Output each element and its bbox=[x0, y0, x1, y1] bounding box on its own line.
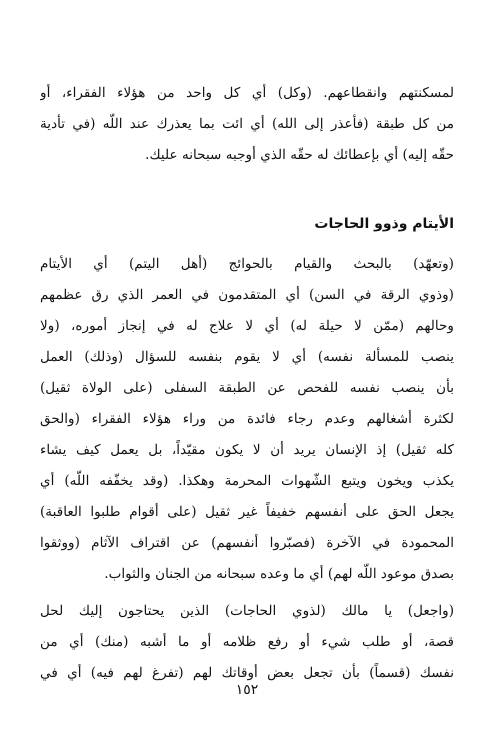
text-line: بأن ينصب نفسه للفحص عن الطبقة السفلى (على الولاة ثقيل) bbox=[40, 380, 454, 396]
text-line: وحالهم (ممّن لا حيلة له) أي لا علاج له في إنجاز أموره، (ولا bbox=[40, 318, 454, 334]
text-line: لكثرة أشغالهم وعدم رجاء فائدة من وراء هؤلاء الفقراء (والحق bbox=[40, 411, 454, 427]
text-line: لمسكنتهم وانقطاعهم. (وكل) أي كل واحد من هؤلاء الفقراء، أو bbox=[40, 85, 454, 101]
text-line: (وتعهّد) بالبحث والقيام بالحوائج (أهل اليتم) أي الأيتام bbox=[40, 256, 454, 272]
text-line: المحمودة في الآخرة (فصبّروا أنفسهم) عن اقتراف الآثام (ووثقوا bbox=[40, 535, 454, 551]
text-line: بصدق موعود اللّه لهم) أي ما وعده سبحانه من الجنان والثواب. bbox=[104, 566, 454, 582]
paragraph-1 bbox=[40, 78, 454, 171]
text-line: من كل طبقة (فأعذر إلى الله) أي ائت بما يعذرك عند اللّه (في تأدية bbox=[40, 116, 454, 132]
text-line: يجعل الحق على أنفسهم خفيفاً غير ثقيل (على أقوام طلبوا العاقبة) bbox=[40, 504, 454, 520]
text-line: حقّه إليه) أي بإعطائك له حقّه الذي أوجبه سبحانه عليك. bbox=[145, 147, 454, 163]
text-line: (وذوي الرقة في السن) أي المتقدمون في العمر الذي رق عظمهم bbox=[40, 287, 454, 303]
paragraph-3 bbox=[40, 596, 454, 689]
text-line: كله ثقيل) إذ الإنسان يريد أن لا يكون مقيّداً، بل يعمل كيف يشاء bbox=[40, 442, 454, 458]
text-line: (واجعل) يا مالك (لذوي الحاجات) الذين يحتاجون إليك لحل bbox=[40, 603, 454, 619]
paragraph-2 bbox=[40, 249, 454, 590]
section-heading: الأيتام وذوو الحاجات bbox=[314, 216, 454, 232]
text-line: يكذب ويخون ويتبع الشّهوات المحرمة وهكذا. (وقد يخفّفه اللّه) أي bbox=[40, 473, 454, 489]
text-line: قصة، أو طلب شيء أو رفع ظلامه أو ما أشبه (منك) أي من bbox=[40, 634, 454, 650]
text-line: ينصب للمسألة نفسه) أي لا يقوم بنفسه للسؤال (وذلك) العمل bbox=[40, 349, 454, 365]
page-number: ١٥٢ bbox=[235, 682, 259, 698]
text-line: نفسك (قسماً) بأن تجعل بعض أوقاتك لهم (تفرغ لهم فيه) أي في bbox=[40, 665, 454, 681]
